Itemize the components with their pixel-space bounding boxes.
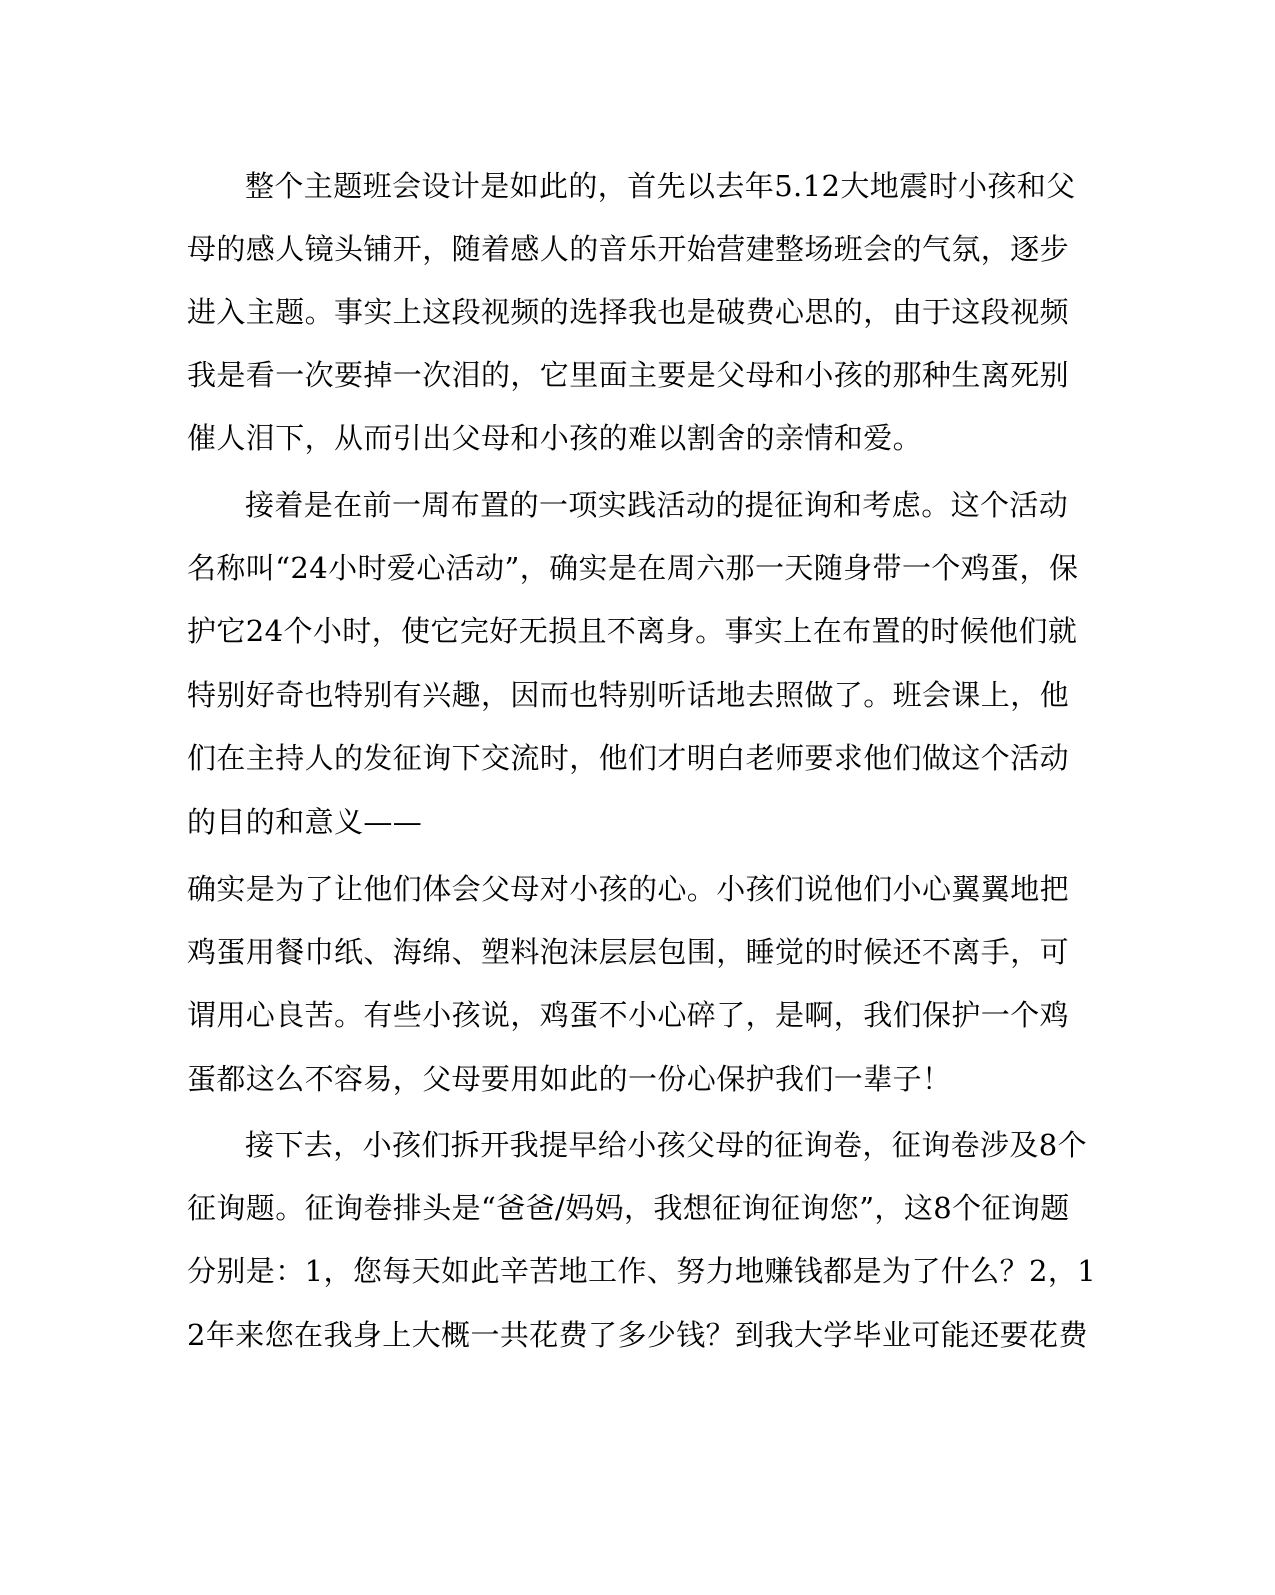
paragraph-4-line-2: 征询题。征询卷排头是“爸爸/妈妈，我想征询征询您”，这8个征询题 xyxy=(187,1191,1070,1225)
paragraph-1-line-3: 进入主题。事实上这段视频的选择我也是破费心思的，由于这段视频 xyxy=(187,295,1070,329)
paragraph-3-line-2: 鸡蛋用餐巾纸、海绵、塑料泡沫层层包围，睡觉的时候还不离手，可 xyxy=(187,935,1070,969)
paragraph-3-line-3: 谓用心良苦。有些小孩说，鸡蛋不小心碎了，是啊，我们保护一个鸡 xyxy=(187,998,1070,1032)
paragraph-4-line-3: 分别是：1，您每天如此辛苦地工作、努力地赚钱都是为了什么？2，1 xyxy=(187,1254,1097,1288)
paragraph-3-line-4: 蛋都这么不容易，父母要用如此的一份心保护我们一辈子！ xyxy=(187,1062,952,1096)
paragraph-2-line-5: 们在主持人的发征询下交流时，他们才明白老师要求他们做这个活动 xyxy=(187,741,1070,775)
paragraph-4-line-4: 2年来您在我身上大概一共花费了多少钱？到我大学毕业可能还要花费 xyxy=(187,1318,1088,1352)
paragraph-3-line-1: 确实是为了让他们体会父母对小孩的心。小孩们说他们小心翼翼地把 xyxy=(187,872,1070,906)
paragraph-4-line-1: 接下去，小孩们拆开我提早给小孩父母的征询卷，征询卷涉及8个 xyxy=(245,1128,1088,1162)
paragraph-1-line-5: 催人泪下，从而引出父母和小孩的难以割舍的亲情和爱。 xyxy=(187,421,923,455)
paragraph-2-line-2: 名称叫“24小时爱心活动”，确实是在周六那一天随身带一个鸡蛋，保 xyxy=(187,551,1079,585)
paragraph-2-line-4: 特别好奇也特别有兴趣，因而也特别听话地去照做了。班会课上，他 xyxy=(187,678,1070,712)
paragraph-2-line-6: 的目的和意义—— xyxy=(187,805,423,839)
paragraph-1-line-4: 我是看一次要掉一次泪的，它里面主要是父母和小孩的那种生离死别 xyxy=(187,358,1070,392)
paragraph-2-line-3: 护它24个小时，使它完好无损且不离身。事实上在布置的时候他们就 xyxy=(187,614,1078,648)
paragraph-1-line-2: 母的感人镜头铺开，随着感人的音乐开始营建整场班会的气氛，逐步 xyxy=(187,232,1070,266)
paragraph-2-line-1: 接着是在前一周布置的一项实践活动的提征询和考虑。这个活动 xyxy=(245,488,1069,522)
paragraph-1-line-1: 整个主题班会设计是如此的，首先以去年5.12大地震时小孩和父 xyxy=(245,169,1076,203)
